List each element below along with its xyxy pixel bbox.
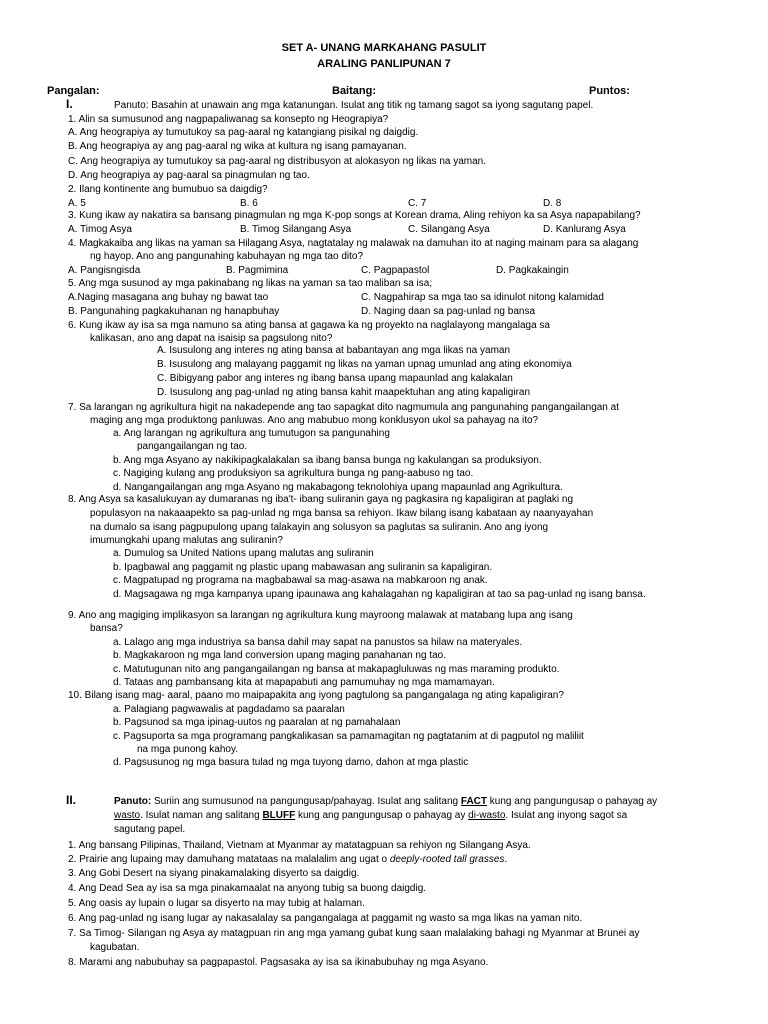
q3-choice-a: A. Timog Asya (68, 224, 132, 235)
grade-label: Baitang: (332, 85, 376, 97)
name-label: Pangalan: (47, 85, 100, 97)
q7-choice-d: d. Nangangailangan ang mga Asyano ng makabagong teknolohiya upang mapaunlad ang Agrikultura. (113, 482, 563, 493)
q6-choice-a: A. Isusulong ang interes ng ating bansa at babantayan ang mga likas na yaman (157, 345, 511, 356)
statement-7-line2: kagubatan. (90, 942, 140, 953)
instr-text-2b: kung ang pangungusap o pahayag ay (295, 810, 469, 821)
q1-choice-d: D. Ang heograpiya ay pag-aaral sa pinagmulan ng tao. (68, 170, 310, 181)
q10-choice-c-line2: na mga punong kahoy. (137, 744, 239, 755)
q4-stem-line1: 4. Magkakaiba ang likas na yaman sa Hilagang Asya, nagtatalay ng malawak na damuhan ito at naging mainam para sa alagang (68, 238, 639, 249)
statement-5: 5. Ang oasis ay lupain o lugar sa disyerto na may tubig at halaman. (68, 898, 365, 909)
q1-stem: 1. Alin sa sumusunod ang nagpapaliwanag sa konsepto ng Heograpiya? (68, 114, 389, 125)
q2-choice-a: A. 5 (68, 198, 86, 209)
q3-choice-c: C. Silangang Asya (408, 224, 490, 235)
part2-instructions-line2 (114, 810, 627, 822)
q8-choice-c: c. Magpatupad ng programa na magbabawal sa mag-asawa na mabkaroon ng anak. (113, 575, 488, 586)
q6-stem-line2: kalikasan, ano ang dapat na isaisip sa pagsulong nito? (90, 333, 333, 344)
q7-choice-c: c. Nagiging kulang ang produksiyon sa agrikultura bunga ng pang-aabuso ng tao. (113, 468, 474, 479)
q7-choice-a-line2: pangangailangan ng tao. (137, 441, 248, 452)
q2-choice-c: C. 7 (408, 198, 427, 209)
q3-choice-d: D. Kanlurang Asya (543, 224, 626, 235)
q10-choice-a: a. Palagiang pagwawalis at pagdadamo sa paaralan (113, 704, 345, 715)
fact-keyword: FACT (460, 796, 488, 807)
instr-text-1b: kung ang pangungusap o pahayag ay (487, 796, 658, 807)
q1-choice-b: B. Ang heograpiya ay ang pag-aaral ng wika at kultura ng isang pamayanan. (68, 141, 407, 152)
q10-stem: 10. Bilang isang mag- aaral, paano mo maipapakita ang iyong pagtulong sa pangangalaga ng ating kapaligiran? (68, 690, 564, 701)
q1-choice-c: C. Ang heograpiya ay tumutukoy sa pag-aaral ng distribusyon at alokasyon ng likas na yaman. (68, 156, 487, 167)
statement-4: 4. Ang Dead Sea ay isa sa mga pinakamaalat na anyong tubig sa buong daigdig. (68, 883, 427, 894)
q9-choice-d: d. Tataas ang pambansang kita at mapapabuti ang pamumuhay ng mga mamamayan. (113, 677, 495, 688)
statement-6: 6. Ang pag-unlad ng isang lugar ay nakasalalay sa pangangalaga at paggamit ng wasto sa mga likas na yaman nito. (68, 913, 583, 924)
panuto-label: Panuto: (114, 796, 152, 807)
statement-2-end: . (504, 854, 508, 865)
q2-choice-b: B. 6 (240, 198, 258, 209)
q5-choice-d: D. Naging daan sa pag-unlad ng bansa (361, 306, 536, 317)
instr-text-1a: Suriin ang sumusunod na pangungusap/pahayag. Isulat ang salitang (151, 796, 461, 807)
q6-choice-c: C. Bibigyang pabor ang interes ng ibang bansa upang mapaunlad ang kalakalan (157, 373, 513, 384)
q6-choice-d: D. Isusulong ang pag-unlad ng ating bansa kahit maapektuhan ang ating kapaligiran (157, 387, 531, 398)
q8-stem-line2: populasyon na nakaaapekto sa pag-unlad ng mga bansa sa rehiyon. Ikaw bilang isang kabataan ay naanyayahan (90, 508, 594, 519)
page-subtitle: ARALING PANLIPUNAN 7 (317, 58, 451, 70)
statement-3: 3. Ang Gobi Desert na siyang pinakamalaking disyerto sa daigdig. (68, 868, 360, 879)
statement-2 (68, 854, 507, 866)
part2-instructions-line1 (114, 796, 657, 808)
part2-instructions-line3: sagutang papel. (114, 824, 186, 835)
di-wasto-keyword: di-wasto (468, 810, 506, 821)
q5-stem: 5. Ang mga susunod ay mga pakinabang ng likas na yaman sa tao maliban sa isa; (68, 278, 433, 289)
q4-choice-a: A. Pangisngisda (68, 265, 141, 276)
q8-choice-a: a. Dumulog sa United Nations upang malutas ang suliranin (113, 548, 374, 559)
q5-choice-c: C. Nagpahirap sa mga tao sa idinulot nitong kalamidad (361, 292, 604, 303)
instr-text-2a: . Isulat naman ang salitang (140, 810, 263, 821)
bluff-keyword: BLUFF (262, 810, 296, 821)
q3-choice-b: B. Timog Silangang Asya (240, 224, 352, 235)
q4-choice-b: B. Pagmimina (226, 265, 289, 276)
statement-2-text: 2. Prairie ang lupaing may damuhang matataas na malalalim ang ugat o (68, 854, 390, 865)
q6-stem-line1: 6. Kung ikaw ay isa sa mga namuno sa ating bansa at gagawa ka ng proyekto na naglalayong mangalaga sa (68, 320, 550, 331)
q7-choice-b: b. Ang mga Asyano ay nakikipagkalakalan sa ibang bansa bunga ng kakulangan sa produksiyon. (113, 455, 542, 466)
q2-choice-d: D. 8 (543, 198, 562, 209)
statement-1: 1. Ang bansang Pilipinas, Thailand, Vietnam at Myanmar ay matatagpuan sa rehiyon ng Silangang Asya. (68, 840, 531, 851)
q4-stem-line2: ng hayop. Ano ang pangunahing kabuhayan ng mga tao dito? (90, 251, 364, 262)
q4-choice-c: C. Pagpapastol (361, 265, 430, 276)
page-title: SET A- UNANG MARKAHANG PASULIT (281, 42, 487, 54)
part1-numeral: I. (66, 97, 73, 111)
statement-8: 8. Marami ang nabubuhay sa pagpapastol. Pagsasaka ay isa sa ikinabubuhay ng mga Asyano. (68, 957, 489, 968)
q3-stem: 3. Kung ikaw ay nakatira sa bansang pinagmulan ng mga K-pop songs at Korean drama, Aling rehiyon ka sa Asya napapabilang? (68, 210, 641, 221)
q8-stem-line1: 8. Ang Asya sa kasalukuyan ay dumaranas ng iba't- ibang suliranin gaya ng pagkasira ng kapaligiran at paglaki ng (68, 494, 574, 505)
q9-choice-c: c. Matutugunan nito ang pangangailangan ng bansa at makapagluluwas ng mas maraming produkto. (113, 664, 560, 675)
q5-choice-a: A.Naging masagana ang buhay ng bawat tao (68, 292, 269, 303)
q4-choice-d: D. Pagkakaingin (496, 265, 569, 276)
q9-stem-line2: bansa? (90, 623, 123, 634)
q1-choice-a: A. Ang heograpiya ay tumutukoy sa pag-aaral ng katangiang pisikal ng daigdig. (68, 127, 419, 138)
q5-choice-b: B. Pangunahing pagkakuhanan ng hanapbuhay (68, 306, 280, 317)
score-label: Puntos: (589, 85, 630, 97)
part1-instructions: Panuto: Basahin at unawain ang mga katanungan. Isulat ang titik ng tamang sagot sa iyong sagutang papel. (114, 100, 594, 111)
part2-numeral: II. (66, 793, 77, 807)
q8-stem-line4: imumungkahi upang malutas ang suliranin? (90, 535, 283, 546)
q9-choice-b: b. Magkakaroon ng mga land conversion upang maging panahanan ng tao. (113, 650, 447, 661)
q8-choice-b: b. Ipagbawal ang paggamit ng plastic upang mabawasan ang suliranin sa kapaligiran. (113, 562, 493, 573)
q6-choice-b: B. Isusulong ang malayang paggamit ng likas na yaman upnag umunlad ang ating ekonomiya (157, 359, 572, 370)
q9-stem-line1: 9. Ano ang magiging implikasyon sa larangan ng agrikultura kung mayroong malawak at matabang lupa ang isang (68, 610, 573, 621)
q10-choice-c-line1: c. Pagsuporta sa mga programang pangkalikasan sa pamamagitan ng pagtatanim at di pagputol ng maliliit (113, 731, 584, 742)
q8-choice-d: d. Magsagawa ng mga kampanya upang ipaunawa ang kahalagahan ng kapaligiran at tao sa pag-unlad ng isang bansa. (113, 589, 646, 600)
instr-text-2c: . Isulat ang inyong sagot sa (505, 810, 628, 821)
q10-choice-b: b. Pagsunod sa mga ipinag-uutos ng paaralan at ng pamahalaan (113, 717, 401, 728)
q7-stem-line2: maging ang mga produktong panluwas. Ano ang mabubuo mong konklusyon ukol sa pahayag na ito? (90, 415, 539, 426)
wasto-keyword: wasto (114, 810, 141, 821)
q9-choice-a: a. Lalago ang mga industriya sa bansa dahil may sapat na panustos sa hilaw na materyales. (113, 637, 523, 648)
q2-stem: 2. Ilang kontinente ang bumubuo sa daigdig? (68, 184, 268, 195)
statement-2-italic: deeply-rooted tall grasses (389, 854, 505, 865)
q7-stem-line1: 7. Sa larangan ng agrikultura higit na nakadepende ang tao sapagkat dito nagmumula ang pangunahing pangangailangan at (68, 402, 619, 413)
q10-choice-d: d. Pagsusunog ng mga basura tulad ng mga tuyong damo, dahon at mga plastic (113, 757, 469, 768)
q7-choice-a-line1: a. Ang larangan ng agrikultura ang tumutugon sa pangunahing (113, 428, 390, 439)
statement-7-line1: 7. Sa Timog- Silangan ng Asya ay matagpuan rin ang mga yamang gubat kung saan malalaking bahagi ng Myanmar at Brunei ay (68, 928, 640, 939)
q8-stem-line3: na dumalo sa isang pagpupulong upang talakayin ang solusyon sa paglutas sa suliranin. Ano ang iyong (90, 522, 549, 533)
